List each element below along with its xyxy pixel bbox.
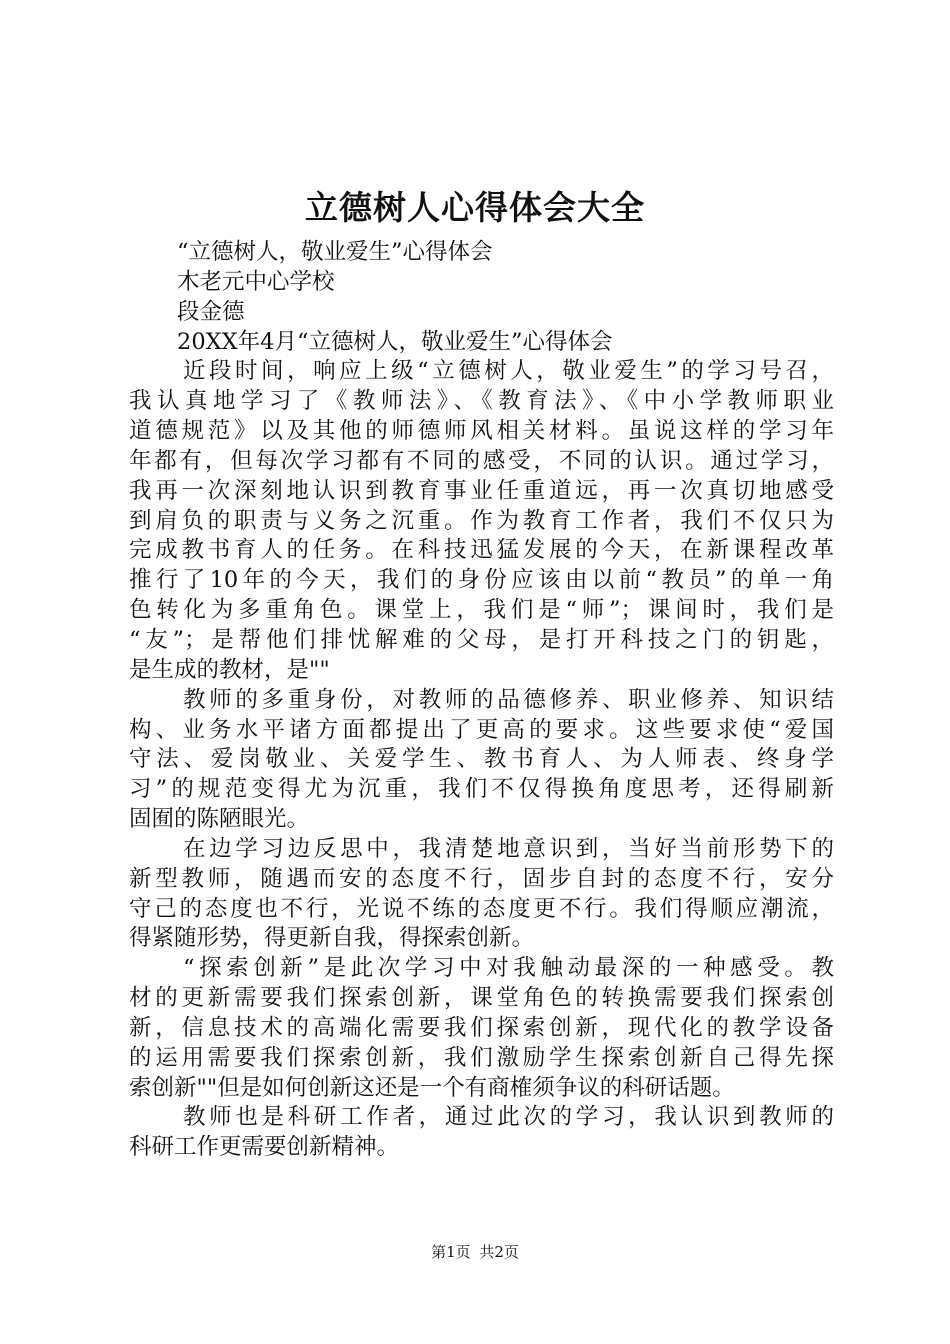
document-title: 立德树人心得体会大全 xyxy=(305,188,645,227)
paragraph-line: 教师也是科研工作者，通过此次的学习，我认识到教师的 xyxy=(183,1104,834,1131)
paragraph-line: 的运用需要我们探索创新，我们激励学生探索创新自己得先探 xyxy=(129,1044,834,1071)
paragraph-line: 近段时间，响应上级“立德树人，敬业爱生”的学习号召， xyxy=(183,358,834,385)
paragraph xyxy=(129,1103,834,1163)
paragraph-line: 习”的规范变得尤为沉重，我们不仅得换角度思考，还得刷新 xyxy=(129,776,834,803)
paragraph xyxy=(129,835,834,954)
paragraph-line: 是生成的教材，是"" xyxy=(129,656,330,683)
header-line: 段金德 xyxy=(177,298,245,325)
paragraph-line: 守法、爱岗敬业、关爱学生、教书育人、为人师表、终身学 xyxy=(129,746,834,773)
paragraph-line: 我再一次深刻地认识到教育事业任重道远，再一次真切地感受 xyxy=(129,477,834,504)
paragraph-line: 教师的多重身份，对教师的品德修养、职业修养、知识结 xyxy=(183,686,834,713)
header-line: 20XX年4月“立德树人，敬业爱生”心得体会 xyxy=(177,328,613,355)
paragraph-line: 完成教书育人的任务。在科技迅猛发展的今天，在新课程改革 xyxy=(129,537,834,564)
paragraph-line: 材的更新需要我们探索创新，课堂角色的转换需要我们探索创 xyxy=(129,985,834,1012)
header-line: “立德树人，敬业爱生”心得体会 xyxy=(177,239,493,265)
paragraph-line: 新型教师，随遇而安的态度不行，固步自封的态度不行，安分 xyxy=(129,865,834,892)
paragraph xyxy=(129,686,834,835)
paragraph xyxy=(129,357,834,685)
paragraph-line: “探索创新”是此次学习中对我触动最深的一种感受。教 xyxy=(183,955,834,982)
paragraph-line: 我认真地学习了《教师法》、《教育法》、《中小学教师职业 xyxy=(129,388,834,415)
paragraph-line: “友”；是帮他们排忧解难的父母，是打开科技之门的钥匙， xyxy=(129,626,834,653)
paragraph-line: 固囿的陈陋眼光。 xyxy=(129,806,310,833)
paragraph-line: 色转化为多重角色。课堂上，我们是“师”；课间时，我们是 xyxy=(129,597,834,624)
header-line: 木老元中心学校 xyxy=(177,268,335,295)
paragraph-line: 在边学习边反思中，我清楚地意识到，当好当前形势下的 xyxy=(183,835,834,862)
paragraph-line: 道德规范》以及其他的师德师风相关材料。虽说这样的学习年 xyxy=(129,418,834,445)
paragraph-line: 索创新""但是如何创新这还是一个有商榷须争议的科研话题。 xyxy=(129,1074,735,1101)
paragraph-line: 守己的态度也不行，光说不练的态度更不行。我们得顺应潮流， xyxy=(129,895,834,922)
document-body xyxy=(129,238,834,1163)
paragraph-line: 科研工作更需要创新精神。 xyxy=(129,1134,400,1161)
paragraph-line: 推行了10年的今天，我们的身份应该由以前“教员”的单一角 xyxy=(129,567,834,594)
paragraph-line: 到肩负的职责与义务之沉重。作为教育工作者，我们不仅只为 xyxy=(129,507,834,534)
page-footer: 第1页 共2页 xyxy=(431,1243,519,1261)
paragraph-line: 得紧随形势，得更新自我，得探索创新。 xyxy=(129,925,535,952)
paragraph-line: 年都有，但每次学习都有不同的感受，不同的认识。通过学习， xyxy=(129,447,834,474)
paragraph-line: 构、业务水平诸方面都提出了更高的要求。这些要求使“爱国 xyxy=(129,716,834,743)
paragraph-line: 新，信息技术的高端化需要我们探索创新，现代化的教学设备 xyxy=(129,1014,834,1041)
paragraph xyxy=(129,954,834,1103)
